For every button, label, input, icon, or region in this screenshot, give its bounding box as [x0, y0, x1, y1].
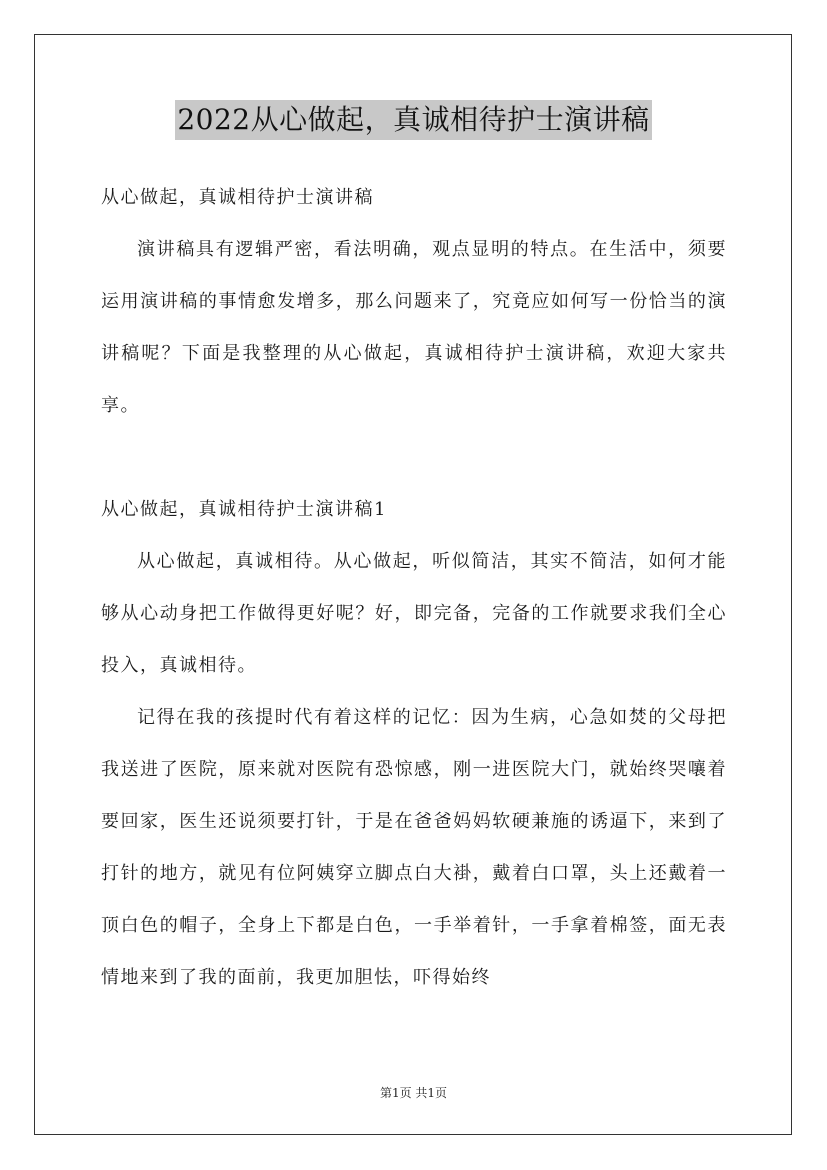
intro-paragraph: 演讲稿具有逻辑严密，看法明确，观点显明的特点。在生活中，须要运用演讲稿的事情愈发增多，那么问题来了，究竟应如何写一份恰当的演讲稿呢？下面是我整理的从心做起，真诚相待护士演讲稿，欢迎大家共享。: [101, 239, 727, 416]
section-heading: 从心做起，真诚相待护士演讲稿1: [101, 499, 387, 520]
paragraph-gap: [101, 432, 727, 484]
title-area: [0, 100, 827, 140]
page-footer: 第1页 共1页: [379, 1086, 448, 1100]
document-body: [101, 172, 727, 1004]
document-title: 2022从心做起，真诚相待护士演讲稿: [175, 100, 651, 140]
body-paragraph: 从心做起，真诚相待。从心做起，听似简洁，其实不简洁，如何才能够从心动身把工作做得更好呢？好，即完备，完备的工作就要求我们全心投入，真诚相待。: [101, 551, 727, 676]
document-subtitle: 从心做起，真诚相待护士演讲稿: [101, 187, 374, 208]
body-paragraph: 记得在我的孩提时代有着这样的记忆：因为生病，心急如焚的父母把我送进了医院，原来就对医院有恐惊感，刚一进医院大门，就始终哭嚷着要回家，医生还说须要打针，于是在爸爸妈妈软硬兼施的诱逼下，来到了打针的地方，就见有位阿姨穿立脚点白大褂，戴着白口罩，头上还戴着一顶白色的帽子，全身上下都是白色，一手举着针，一手拿着棉签，面无表情地来到了我的面前，我更加胆怯，吓得始终: [101, 707, 727, 988]
